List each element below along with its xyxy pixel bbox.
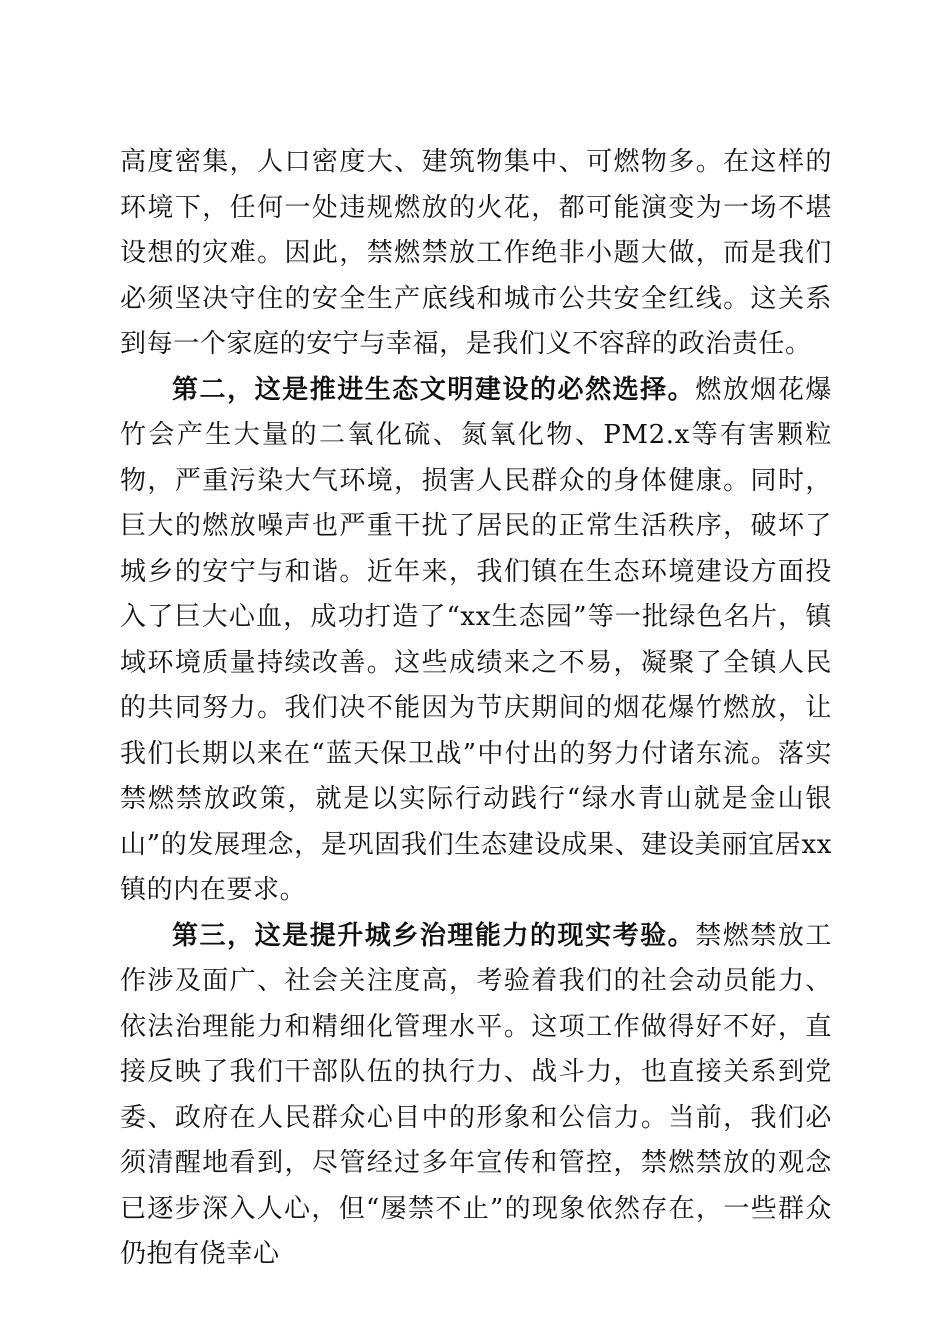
paragraph-continuation: [120, 140, 832, 368]
paragraph-ecology: [120, 368, 832, 914]
paragraph-lead: 第三，这是提升城乡治理能力的现实考验。: [172, 920, 696, 951]
paragraph-lead: 第二，这是推进生态文明建设的必然选择。: [172, 374, 696, 405]
paragraph-text: 高度密集，人口密度大、建筑物集中、可燃物多。在这样的环境下，任何一处违规燃放的火花，都可能演变为一场不堪设想的灾难。因此，禁燃禁放工作绝非小题大做，而是我们必须坚决守住的安全生产底线和城市公共安全红线。这关系到每一个家庭的安宁与幸福，是我们义不容辞的政治责任。: [120, 147, 832, 359]
paragraph-text: 燃放烟花爆竹会产生大量的二氧化硫、氮氧化物、PM2.x等有害颗粒物，严重污染大气环境，损害人民群众的身体健康。同时，巨大的燃放噪声也严重干扰了居民的正常生活秩序，破坏了城乡的安宁与和谐。近年来，我们镇在生态环境建设方面投入了巨大心血，成功打造了“xx生态园”等一批绿色名片，镇域环境质量持续改善。这些成绩来之不易，凝聚了全镇人民的共同努力。我们决不能因为节庆期间的烟花爆竹燃放，让我们长期以来在“蓝天保卫战”中付出的努力付诸东流。落实禁燃禁放政策，就是以实际行动践行“绿水青山就是金山银山”的发展理念，是巩固我们生态建设成果、建设美丽宜居xx镇的内在要求。: [120, 374, 832, 905]
document-body: [120, 140, 832, 1278]
paragraph-text: 禁燃禁放工作涉及面广、社会关注度高，考验着我们的社会动员能力、依法治理能力和精细化管理水平。这项工作做得好不好，直接反映了我们干部队伍的执行力、战斗力，也直接关系到党委、政府在人民群众心目中的形象和公信力。当前，我们必须清醒地看到，尽管经过多年宣传和管控，禁燃禁放的观念已逐步深入人心，但“屡禁不止”的现象依然存在，一些群众仍抱有侥幸心: [120, 920, 832, 1269]
paragraph-governance: [120, 914, 832, 1278]
